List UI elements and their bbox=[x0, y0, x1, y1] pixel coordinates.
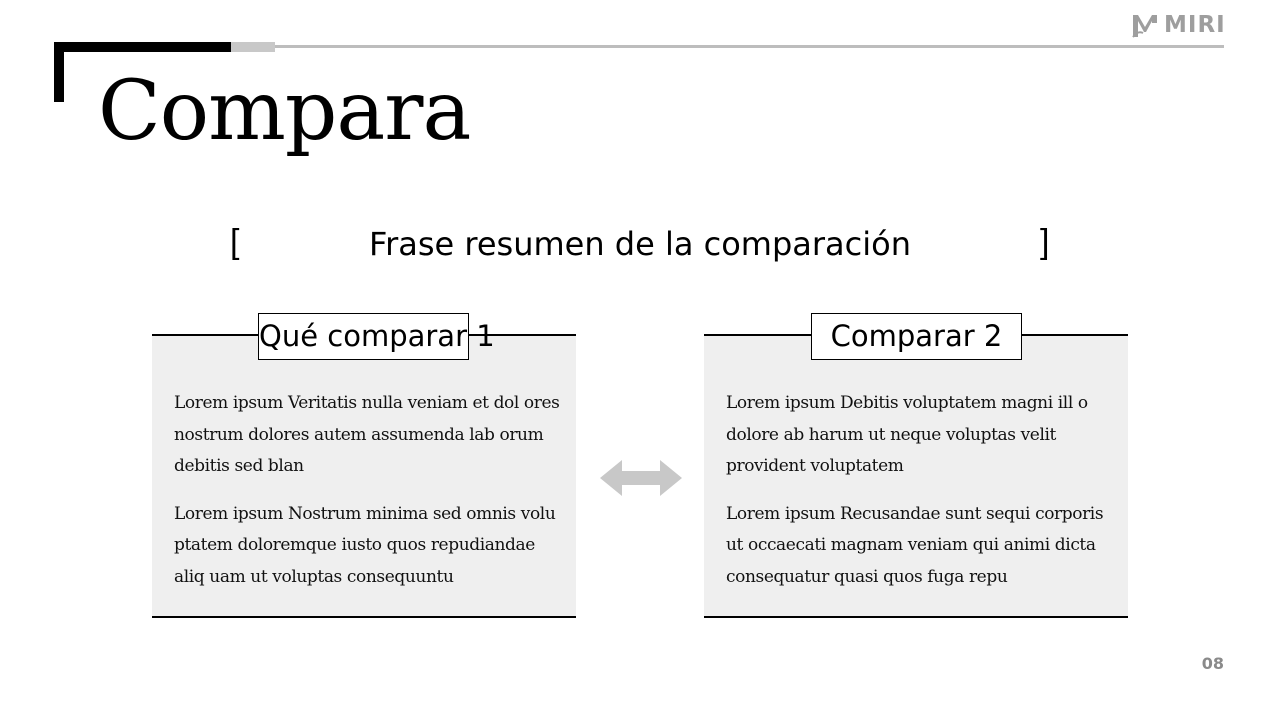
summary-text: Frase resumen de la comparación bbox=[369, 225, 911, 263]
comparison-card-right-body bbox=[726, 388, 1122, 609]
logo bbox=[1130, 10, 1226, 40]
page-number: 08 bbox=[1201, 654, 1224, 673]
summary-bracket-open: [ bbox=[230, 223, 240, 261]
comparison-card-right-paragraph-1: Lorem ipsum Debitis voluptatem magni ill o dolore ab harum ut neque voluptas velit provident voluptatem bbox=[726, 393, 1088, 476]
comparison-card-right-title: Comparar 2 bbox=[811, 313, 1022, 360]
header-black-corner bbox=[54, 42, 64, 102]
comparison-card-left-body bbox=[174, 388, 570, 609]
comparison-card-right-paragraph-2: Lorem ipsum Recusandae sunt sequi corporis ut occaecati magnam veniam qui animi dicta consequatur quasi quos fuga repu bbox=[726, 503, 1104, 587]
header-gray-line bbox=[275, 45, 1224, 48]
double-arrow-icon bbox=[598, 458, 684, 498]
header-gray-block bbox=[231, 42, 275, 52]
comparison-card-left-paragraph-2: Lorem ipsum Nostrum minima sed omnis volu ptatem doloremque iusto quos repudiandae aliq uam ut voluptas consequuntu bbox=[174, 503, 556, 587]
comparison-card-left-title: Qué comparar 1 bbox=[258, 313, 469, 360]
logo-text: MIRI bbox=[1164, 12, 1226, 38]
header-black-bar bbox=[54, 42, 231, 52]
comparison-card-left bbox=[152, 319, 576, 618]
page-title: Compara bbox=[98, 64, 471, 159]
comparison-card-left-paragraph-1: Lorem ipsum Veritatis nulla veniam et dol ores nostrum dolores autem assumenda lab orum debitis sed blan bbox=[174, 393, 560, 476]
summary-bracket-close: ] bbox=[1040, 223, 1050, 261]
comparison-card-right bbox=[704, 319, 1128, 618]
miri-logo-icon bbox=[1130, 11, 1160, 39]
